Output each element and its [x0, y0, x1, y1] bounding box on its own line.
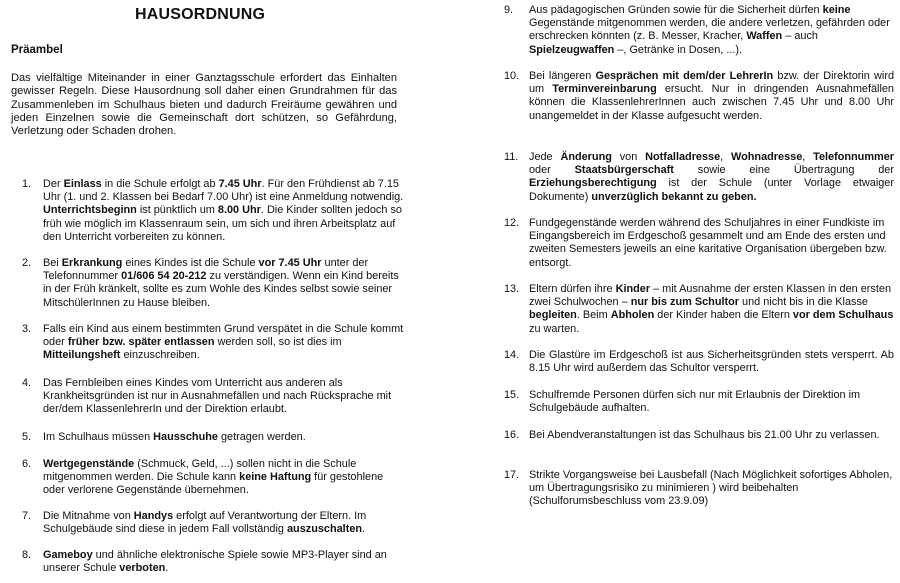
rule-text-run: in die Schule erfolgt ab [101, 178, 219, 190]
rule-text-run: . Die Kinder sollten jedoch so früh wie möglich im Klassenraum sein, um sich und ihren Arbeitsplatz auf den Unterricht vorbereiten zu können. [43, 204, 402, 243]
rule-text [529, 217, 894, 270]
rule-text-bold: verboten [119, 562, 166, 575]
rule-text-run: und nicht bis in die Klasse [739, 296, 868, 309]
rule-text-run: Der [43, 178, 64, 190]
rule-number: 15. [504, 389, 520, 401]
rule-text-run: Bei Abendveranstaltungen ist das Schulhaus bis 21.00 Uhr zu verlassen. [529, 429, 880, 441]
rule-text-bold: Kinder [615, 283, 651, 295]
rule-text-bold: Wertgegenstände [43, 458, 135, 470]
rule-text [43, 458, 406, 498]
rule-text-bold: keine [822, 4, 851, 16]
rule-text-run: Falls ein Kind aus einem bestimmten Grund verspätet in die Schule kommt oder [43, 323, 404, 349]
rule-text-run: oder [529, 164, 575, 177]
rule-text-bold: Telefonnummer [813, 151, 894, 163]
rule-text-run: Aus pädagogischen Gründen sowie für die Sicherheit dürfen [529, 4, 823, 16]
rule-text-run: erfolgt auf Verantwortung der Eltern. Im Schulgebäude sind diese in jedem Fall vollständig [43, 510, 367, 536]
rule-text [529, 469, 894, 509]
rule-text-run: Bei [43, 257, 62, 269]
rule-text-bold: Erkrankung [61, 257, 123, 269]
rule-number: 10. [504, 70, 520, 82]
page-title: HAUSORDNUNG [135, 6, 266, 23]
rule-item [22, 458, 406, 498]
rule-text-run: der Kinder haben die Eltern [654, 309, 793, 322]
rule-text-run: und ähnliche elektronische Spiele sowie MP3-Player sind an unserer Schule [43, 549, 387, 575]
rule-text-run: zu warten. [529, 322, 580, 335]
rule-text-run: Fundgegenstände werden während des Schuljahres in einer Fundkiste im Eingangsbereich im Erdgeschoß gesammelt und am Ende des ersten und zweiten Semesters jeweils an eine karitative Organisation übergeben bzw. entsorgt. [529, 217, 887, 269]
rule-text-run: Gegenstände mitgenommen werden, die andere verletzen, gefährden oder erschrecken könnten (z. B. Messer, Kracher, [529, 17, 890, 43]
rule-text-run: Das Fernbleiben eines Kindes vom Unterricht aus anderen als Krankheitsgründen ist nur in Ausnahmefällen und nach Rücksprache mit der/dem KlassenlehrerIn und der Direktion erlaubt. [43, 377, 392, 416]
rule-text-bold: Spielzeugwaffen [529, 43, 615, 56]
rule-text-run: Jede [529, 151, 561, 163]
rule-number: 2. [22, 257, 32, 269]
rule-number: 14. [504, 349, 520, 361]
rule-text-run: , [720, 151, 732, 163]
rule-text [43, 257, 406, 310]
rule-item [22, 178, 406, 244]
rule-item [504, 283, 894, 336]
rule-text-run: Die Mitnahme von [43, 510, 134, 522]
rule-text-bold: unverzüglich bekannt zu geben. [591, 190, 757, 203]
rule-text-bold: vor dem Schulhaus [792, 309, 894, 322]
rule-number: 8. [22, 549, 32, 561]
rule-text-bold: Hausschuhe [153, 431, 218, 443]
rule-text-run: getragen werden. [217, 431, 306, 443]
rule-item [22, 549, 406, 575]
rule-text-run: – auch [782, 30, 818, 43]
rule-text-bold: Erziehungsberechtigung [529, 177, 657, 190]
rule-text-run: –, Getränke in Dosen, ...). [614, 43, 743, 56]
rule-text-run: ersucht. Nur in dringenden Ausnahmefällen können die KlassenlehrerInnen auch zwischen 7.45 Uhr und 8.00 Uhr unangemeldet in der Klasse aufgesucht werden. [529, 83, 894, 122]
rule-item [504, 389, 894, 415]
rule-text-bold: 7.45 Uhr [218, 178, 262, 190]
rule-text-bold: 01/606 54 20-212 [121, 270, 207, 283]
rule-item [504, 217, 894, 270]
preamble-heading: Präambel [11, 44, 63, 56]
rule-text-bold: früher bzw. später entlassen [67, 336, 215, 349]
rule-text [43, 431, 406, 444]
rule-text [43, 510, 406, 536]
rule-text-bold: vor 7.45 Uhr [258, 257, 322, 269]
rule-text-bold: Einlass [63, 178, 102, 190]
rule-text-run: einzuschreiben. [120, 349, 200, 362]
rule-text-run: von [611, 151, 646, 163]
rule-text-run: . [362, 523, 366, 536]
rule-text [529, 70, 894, 123]
rule-text-run: sowie eine Übertragung der [673, 164, 894, 177]
rule-text-run: für gestohlene oder verlorene Gegenstände übernehmen. [43, 471, 384, 497]
rule-number: 12. [504, 217, 520, 229]
rule-number: 1. [22, 178, 32, 190]
rule-number: 11. [504, 151, 519, 163]
preamble-text: Das vielfältige Miteinander in einer Ganztagsschule erfordert das Einhalten gewisser Regeln. Diese Hausordnung soll daher einen Grundrahmen für das Zusammenleben im Schulhaus bieten und dadurch Freiräume gewähren und jeden Einzelnen sowie die Gemeinschaft dort schützen, so Gefährdung, Verletzung oder Schaden drohen. [11, 72, 397, 138]
rule-text-run: bzw. der Direktorin wird um [529, 70, 894, 96]
rule-text-bold: Abholen [610, 309, 655, 322]
rule-text-bold: begleiten [529, 309, 577, 322]
rule-number: 13. [504, 283, 520, 295]
rule-item [22, 323, 406, 363]
rule-number: 6. [22, 458, 32, 470]
rule-text [529, 429, 894, 442]
rule-item [22, 377, 406, 417]
rule-text-bold: Handys [133, 510, 174, 522]
rule-text [529, 4, 894, 57]
rule-text-bold: 8.00 Uhr [217, 204, 261, 217]
rule-text-run: ist der Schule (unter Vorlage etwaiger Dokumente) [529, 177, 894, 203]
rule-text-run: , [802, 151, 814, 163]
rule-text-run: . Für den Frühdienst ab 7.15 Uhr (1. und 2. Klassen bei Bedarf 7.00 Uhr) ist eine Anmeldung notwendig. [43, 178, 404, 204]
rule-text-bold: Gameboy [43, 549, 93, 561]
rule-text [43, 377, 406, 417]
rule-text-bold: Gesprächen mit dem/der LehrerIn [595, 70, 774, 82]
rule-item [504, 349, 894, 375]
rule-item [504, 429, 894, 442]
rule-text-bold: nur bis zum Schultor [630, 296, 740, 309]
rule-text-bold: Änderung [560, 151, 612, 163]
rule-text-bold: Staatsbürgerschaft [574, 164, 674, 177]
rule-text [43, 178, 406, 244]
rule-number: 4. [22, 377, 32, 389]
rule-text-bold: Waffen [746, 30, 783, 43]
rule-text-run: unter der Telefonnummer [43, 257, 369, 283]
rule-number: 9. [504, 4, 514, 16]
rule-text-run: . [165, 562, 169, 575]
rule-text-run: (Schmuck, Geld, ...) sollen nicht in die Schule mitgenommen werden. Die Schule kann [43, 458, 357, 484]
rule-text-run: Die Glastüre im Erdgeschoß ist aus Sicherheitsgründen stets versperrt. Ab 8.15 Uhr wird außerdem das Schultor versperrt. [529, 349, 894, 375]
rule-text-run: . Beim [576, 309, 611, 322]
rule-number: 16. [504, 429, 520, 441]
rule-item [504, 4, 894, 57]
rule-text-run: werden soll, so ist dies im [214, 336, 342, 349]
rule-text-run: ist pünktlich um [136, 204, 218, 217]
rule-text-bold: keine Haftung [239, 471, 312, 484]
rule-number: 7. [22, 510, 32, 522]
rule-text-run: – mit Ausnahme der ersten Klassen in den ersten zwei Schulwochen – [529, 283, 892, 309]
rule-text-run: Im Schulhaus müssen [43, 431, 154, 443]
rule-item [504, 151, 894, 204]
rule-item [22, 257, 406, 310]
rule-text [529, 389, 894, 415]
rule-text-bold: Unterrichtsbeginn [43, 204, 137, 217]
rule-text-bold: Notfalladresse [645, 151, 721, 163]
rule-text-run: zu verständigen. Wenn ein Kind bereits in der Früh kränkelt, sollte es zum Wohle des Kindes selbst sowie seiner MitschülerInnen zu Hause bleiben. [43, 270, 399, 309]
rule-number: 17. [504, 469, 520, 481]
rule-text-run: Bei längeren [529, 70, 596, 82]
rule-text-bold: Terminvereinbarung [552, 83, 657, 96]
rule-text [43, 323, 406, 363]
rule-number: 3. [22, 323, 32, 335]
rule-text [529, 151, 894, 204]
rule-text [529, 349, 894, 375]
rule-item [504, 469, 894, 509]
rule-item [22, 510, 406, 536]
rule-text-run: eines Kindes ist die Schule [122, 257, 259, 269]
rule-text-bold: Wohnadresse [731, 151, 803, 163]
rule-text-run: Strikte Vorgangsweise bei Lausbefall (Nach Möglichkeit sofortiges Abholen, um Übertragungsrisiko zu minimieren ) wird beibehalten (Schulforumsbeschluss vom 23.9.09) [529, 469, 893, 508]
rule-text-run: Schulfremde Personen dürfen sich nur mit Erlaubnis der Direktion im Schulgebäude aufhalten. [529, 389, 861, 415]
rule-text-bold: Mitteilungsheft [43, 349, 121, 362]
rule-text-bold: auszuschalten [286, 523, 363, 536]
rule-number: 5. [22, 431, 32, 443]
rule-text [529, 283, 894, 336]
rule-item [504, 70, 894, 123]
rule-text-run: Eltern dürfen ihre [529, 283, 616, 295]
rule-text [43, 549, 406, 575]
rule-item [22, 431, 406, 444]
